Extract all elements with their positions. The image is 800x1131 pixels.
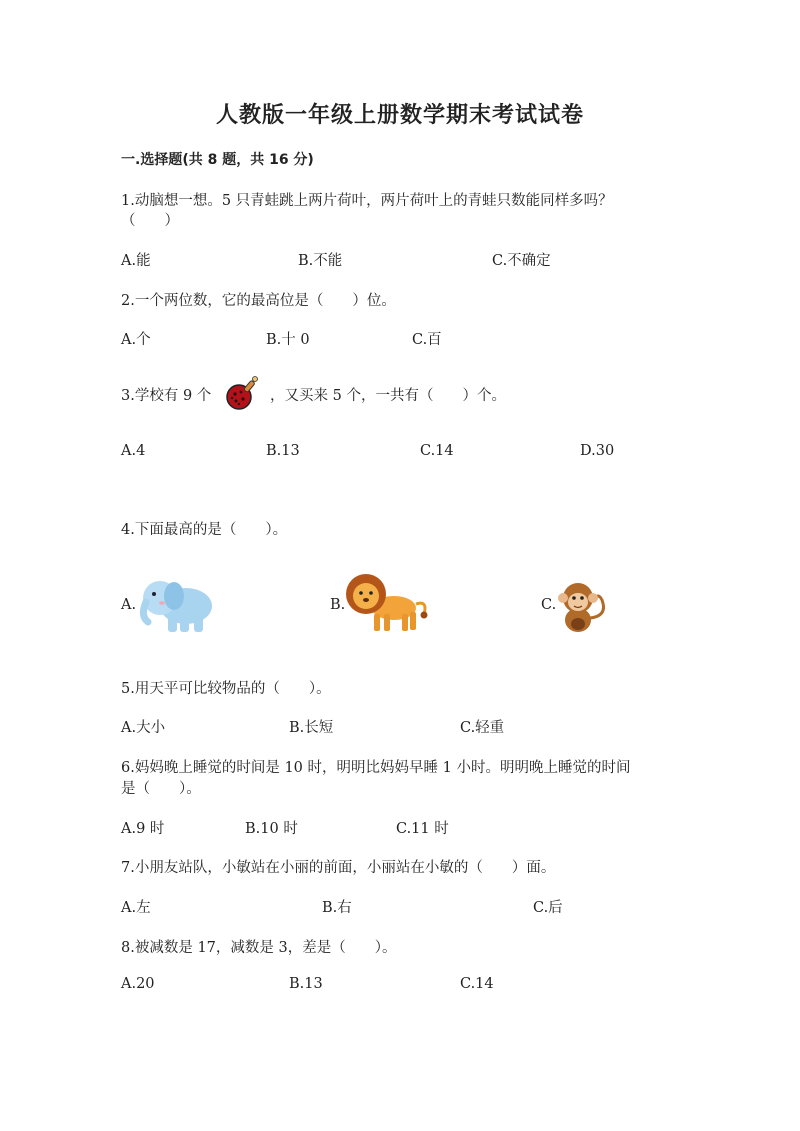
question-2-text: 2.一个两位数，它的最高位是（ ）位。 xyxy=(121,293,396,309)
question-6-blank: 是（ ）。 xyxy=(121,781,201,797)
question-7-text: 7.小朋友站队，小敏站在小丽的前面，小丽站在小敏的（ ）面。 xyxy=(121,860,556,876)
question-3-option-a[interactable]: A.4 xyxy=(121,443,146,459)
question-1-blank: （ ） xyxy=(121,213,179,229)
question-1-option-c[interactable]: C.不确定 xyxy=(492,253,551,269)
question-8-option-c[interactable]: C.14 xyxy=(460,976,494,992)
lion-icon xyxy=(344,570,430,636)
question-7-option-b[interactable]: B.右 xyxy=(322,900,352,916)
question-7-option-a[interactable]: A.左 xyxy=(121,900,151,916)
question-4-text: 4.下面最高的是（ ）。 xyxy=(121,522,288,538)
question-1-option-b[interactable]: B.不能 xyxy=(298,253,343,269)
question-7-option-c[interactable]: C.后 xyxy=(533,900,563,916)
question-6-option-c[interactable]: C.11 时 xyxy=(396,821,449,837)
question-4-option-b[interactable]: B. xyxy=(330,597,346,613)
question-6-text: 6.妈妈晚上睡觉的时间是 10 时，明明比妈妈早睡 1 小时。明明晚上睡觉的时间 xyxy=(121,760,631,776)
question-5-option-b[interactable]: B.长短 xyxy=(289,720,334,736)
question-2-option-a[interactable]: A.个 xyxy=(121,332,151,348)
question-6-option-b[interactable]: B.10 时 xyxy=(245,821,298,837)
question-3-option-b[interactable]: B.13 xyxy=(266,443,300,459)
question-1-option-a[interactable]: A.能 xyxy=(121,253,151,269)
page-title: 人教版一年级上册数学期末考试试卷 xyxy=(215,103,584,128)
question-3-option-c[interactable]: C.14 xyxy=(420,443,454,459)
question-3-text-end: ，又买来 5 个，一共有（ ）个。 xyxy=(270,388,506,404)
monkey-icon xyxy=(554,578,610,636)
elephant-icon xyxy=(136,572,218,636)
question-5-option-c[interactable]: C.轻重 xyxy=(460,720,505,736)
question-8-text: 8.被减数是 17，减数是 3，差是（ ）。 xyxy=(121,940,397,956)
question-3-text-start: 3.学校有 9 个 xyxy=(121,388,212,404)
question-1-text: 1.动脑想一想。5 只青蛙跳上两片荷叶，两片荷叶上的青蛙只数能同样多吗？ xyxy=(121,193,613,209)
question-8-option-a[interactable]: A.20 xyxy=(121,976,155,992)
question-4-option-c[interactable]: C. xyxy=(541,597,557,613)
question-2-option-c[interactable]: C.百 xyxy=(412,332,442,348)
ping-pong-paddle-icon xyxy=(222,374,262,414)
question-6-option-a[interactable]: A.9 时 xyxy=(121,821,165,837)
question-8-option-b[interactable]: B.13 xyxy=(289,976,323,992)
question-3-option-d[interactable]: D.30 xyxy=(580,443,615,459)
question-2-option-b[interactable]: B.十 0 xyxy=(266,332,310,348)
question-5-text: 5.用天平可比较物品的（ ）。 xyxy=(121,681,331,697)
section-heading: 一.选择题(共 8 题，共 16 分) xyxy=(121,152,314,168)
question-5-option-a[interactable]: A.大小 xyxy=(121,720,166,736)
question-4-option-a[interactable]: A. xyxy=(121,597,137,613)
